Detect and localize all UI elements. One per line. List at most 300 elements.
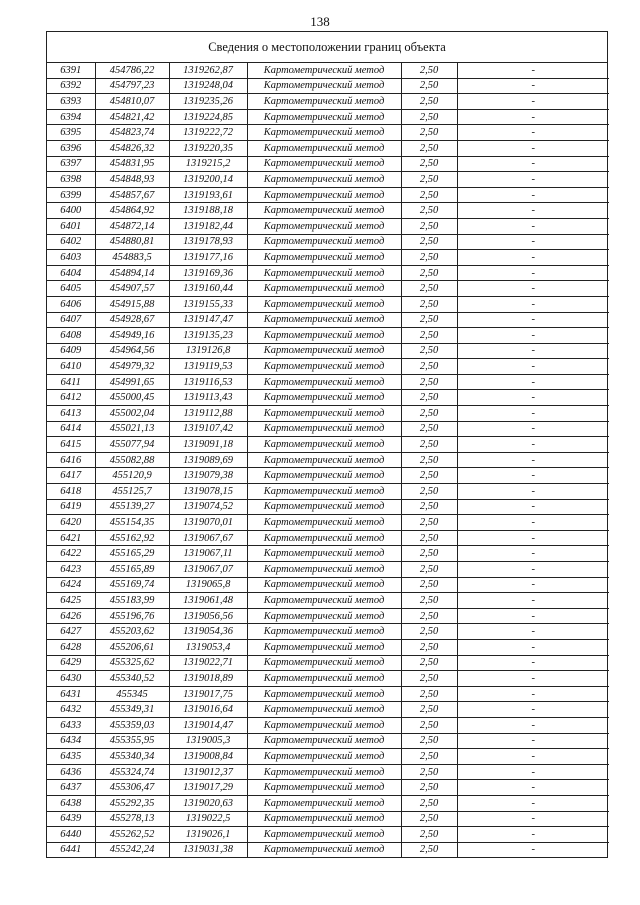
y-coordinate-cell: 1319065,8 — [169, 577, 247, 593]
table-row — [47, 702, 609, 718]
y-coordinate-cell: 1319112,88 — [169, 406, 247, 422]
method-cell: Картометрический метод — [247, 265, 401, 281]
table-row — [47, 281, 609, 297]
x-coordinate-cell: 455169,74 — [95, 577, 169, 593]
x-coordinate-cell: 454826,32 — [95, 140, 169, 156]
accuracy-cell: 2,50 — [401, 296, 457, 312]
accuracy-cell: 2,50 — [401, 562, 457, 578]
x-coordinate-cell: 454894,14 — [95, 265, 169, 281]
table-row — [47, 374, 609, 390]
table-row — [47, 811, 609, 827]
x-coordinate-cell: 454810,07 — [95, 94, 169, 110]
point-number-cell: 6393 — [47, 94, 95, 110]
y-coordinate-cell: 1319008,84 — [169, 749, 247, 765]
table-row — [47, 452, 609, 468]
point-number-cell: 6397 — [47, 156, 95, 172]
point-number-cell: 6423 — [47, 562, 95, 578]
table-row — [47, 764, 609, 780]
point-number-cell: 6437 — [47, 780, 95, 796]
x-coordinate-cell: 454964,56 — [95, 343, 169, 359]
method-cell: Картометрический метод — [247, 437, 401, 453]
description-cell: - — [457, 811, 609, 827]
x-coordinate-cell: 455340,52 — [95, 671, 169, 687]
x-coordinate-cell: 454864,92 — [95, 203, 169, 219]
table-row — [47, 63, 609, 78]
accuracy-cell: 2,50 — [401, 250, 457, 266]
point-number-cell: 6411 — [47, 374, 95, 390]
x-coordinate-cell: 454915,88 — [95, 296, 169, 312]
point-number-cell: 6413 — [47, 406, 95, 422]
accuracy-cell: 2,50 — [401, 328, 457, 344]
y-coordinate-cell: 1319067,11 — [169, 546, 247, 562]
point-number-cell: 6436 — [47, 764, 95, 780]
description-cell: - — [457, 655, 609, 671]
table-row — [47, 842, 609, 857]
x-coordinate-cell: 454949,16 — [95, 328, 169, 344]
description-cell: - — [457, 671, 609, 687]
x-coordinate-cell: 455206,61 — [95, 639, 169, 655]
point-number-cell: 6404 — [47, 265, 95, 281]
description-cell: - — [457, 468, 609, 484]
table-row — [47, 484, 609, 500]
table-row — [47, 686, 609, 702]
table-row — [47, 499, 609, 515]
method-cell: Картометрический метод — [247, 671, 401, 687]
method-cell: Картометрический метод — [247, 827, 401, 843]
accuracy-cell: 2,50 — [401, 109, 457, 125]
description-cell: - — [457, 795, 609, 811]
point-number-cell: 6421 — [47, 530, 95, 546]
table-row — [47, 733, 609, 749]
x-coordinate-cell: 455340,34 — [95, 749, 169, 765]
table-row — [47, 312, 609, 328]
y-coordinate-cell: 1319020,63 — [169, 795, 247, 811]
accuracy-cell: 2,50 — [401, 764, 457, 780]
point-number-cell: 6410 — [47, 359, 95, 375]
accuracy-cell: 2,50 — [401, 468, 457, 484]
accuracy-cell: 2,50 — [401, 343, 457, 359]
accuracy-cell: 2,50 — [401, 125, 457, 141]
description-cell: - — [457, 608, 609, 624]
table-row — [47, 94, 609, 110]
y-coordinate-cell: 1319026,1 — [169, 827, 247, 843]
x-coordinate-cell: 455196,76 — [95, 608, 169, 624]
point-number-cell: 6412 — [47, 390, 95, 406]
table-row — [47, 717, 609, 733]
y-coordinate-cell: 1319193,61 — [169, 187, 247, 203]
accuracy-cell: 2,50 — [401, 515, 457, 531]
accuracy-cell: 2,50 — [401, 265, 457, 281]
description-cell: - — [457, 109, 609, 125]
x-coordinate-cell: 455125,7 — [95, 484, 169, 500]
description-cell: - — [457, 421, 609, 437]
method-cell: Картометрический метод — [247, 156, 401, 172]
y-coordinate-cell: 1319014,47 — [169, 717, 247, 733]
y-coordinate-cell: 1319031,38 — [169, 842, 247, 857]
accuracy-cell: 2,50 — [401, 312, 457, 328]
point-number-cell: 6401 — [47, 218, 95, 234]
method-cell: Картометрический метод — [247, 795, 401, 811]
method-cell: Картометрический метод — [247, 421, 401, 437]
description-cell: - — [457, 437, 609, 453]
x-coordinate-cell: 454872,14 — [95, 218, 169, 234]
accuracy-cell: 2,50 — [401, 78, 457, 94]
description-cell: - — [457, 780, 609, 796]
table-row — [47, 639, 609, 655]
point-number-cell: 6392 — [47, 78, 95, 94]
point-number-cell: 6407 — [47, 312, 95, 328]
y-coordinate-cell: 1319018,89 — [169, 671, 247, 687]
table-row — [47, 172, 609, 188]
y-coordinate-cell: 1319222,72 — [169, 125, 247, 141]
table-row — [47, 125, 609, 141]
accuracy-cell: 2,50 — [401, 281, 457, 297]
point-number-cell: 6409 — [47, 343, 95, 359]
description-cell: - — [457, 406, 609, 422]
accuracy-cell: 2,50 — [401, 842, 457, 857]
description-cell: - — [457, 78, 609, 94]
x-coordinate-cell: 455359,03 — [95, 717, 169, 733]
table-row — [47, 437, 609, 453]
point-number-cell: 6429 — [47, 655, 95, 671]
method-cell: Картометрический метод — [247, 764, 401, 780]
y-coordinate-cell: 1319107,42 — [169, 421, 247, 437]
table-body — [47, 63, 609, 857]
method-cell: Картометрический метод — [247, 140, 401, 156]
table-row — [47, 468, 609, 484]
x-coordinate-cell: 455278,13 — [95, 811, 169, 827]
y-coordinate-cell: 1319074,52 — [169, 499, 247, 515]
x-coordinate-cell: 454831,95 — [95, 156, 169, 172]
y-coordinate-cell: 1319147,47 — [169, 312, 247, 328]
method-cell: Картометрический метод — [247, 109, 401, 125]
table-row — [47, 562, 609, 578]
description-cell: - — [457, 577, 609, 593]
x-coordinate-cell: 454991,65 — [95, 374, 169, 390]
accuracy-cell: 2,50 — [401, 499, 457, 515]
y-coordinate-cell: 1319056,56 — [169, 608, 247, 624]
table-row — [47, 577, 609, 593]
accuracy-cell: 2,50 — [401, 671, 457, 687]
accuracy-cell: 2,50 — [401, 577, 457, 593]
table-title: Сведения о местоположении границ объекта — [47, 32, 607, 63]
x-coordinate-cell: 454928,67 — [95, 312, 169, 328]
description-cell: - — [457, 546, 609, 562]
method-cell: Картометрический метод — [247, 484, 401, 500]
method-cell: Картометрический метод — [247, 234, 401, 250]
method-cell: Картометрический метод — [247, 593, 401, 609]
table-row — [47, 234, 609, 250]
y-coordinate-cell: 1319126,8 — [169, 343, 247, 359]
description-cell: - — [457, 702, 609, 718]
y-coordinate-cell: 1319169,36 — [169, 265, 247, 281]
y-coordinate-cell: 1319200,14 — [169, 172, 247, 188]
x-coordinate-cell: 455183,99 — [95, 593, 169, 609]
x-coordinate-cell: 455154,35 — [95, 515, 169, 531]
method-cell: Картометрический метод — [247, 187, 401, 203]
x-coordinate-cell: 455306,47 — [95, 780, 169, 796]
description-cell: - — [457, 218, 609, 234]
method-cell: Картометрический метод — [247, 125, 401, 141]
description-cell: - — [457, 234, 609, 250]
point-number-cell: 6424 — [47, 577, 95, 593]
x-coordinate-cell: 455242,24 — [95, 842, 169, 857]
accuracy-cell: 2,50 — [401, 686, 457, 702]
y-coordinate-cell: 1319067,67 — [169, 530, 247, 546]
description-cell: - — [457, 265, 609, 281]
description-cell: - — [457, 717, 609, 733]
point-number-cell: 6427 — [47, 624, 95, 640]
table-row — [47, 328, 609, 344]
x-coordinate-cell: 454979,32 — [95, 359, 169, 375]
accuracy-cell: 2,50 — [401, 655, 457, 671]
method-cell: Картометрический метод — [247, 608, 401, 624]
table-row — [47, 749, 609, 765]
method-cell: Картометрический метод — [247, 624, 401, 640]
table-row — [47, 296, 609, 312]
y-coordinate-cell: 1319155,33 — [169, 296, 247, 312]
boundary-table-sheet — [46, 31, 608, 858]
point-number-cell: 6396 — [47, 140, 95, 156]
method-cell: Картометрический метод — [247, 390, 401, 406]
x-coordinate-cell: 455002,04 — [95, 406, 169, 422]
x-coordinate-cell: 454823,74 — [95, 125, 169, 141]
point-number-cell: 6441 — [47, 842, 95, 857]
accuracy-cell: 2,50 — [401, 359, 457, 375]
accuracy-cell: 2,50 — [401, 156, 457, 172]
x-coordinate-cell: 454883,5 — [95, 250, 169, 266]
description-cell: - — [457, 562, 609, 578]
description-cell: - — [457, 94, 609, 110]
description-cell: - — [457, 328, 609, 344]
point-number-cell: 6417 — [47, 468, 95, 484]
description-cell: - — [457, 764, 609, 780]
accuracy-cell: 2,50 — [401, 717, 457, 733]
table-row — [47, 515, 609, 531]
table-row — [47, 359, 609, 375]
method-cell: Картометрический метод — [247, 530, 401, 546]
method-cell: Картометрический метод — [247, 250, 401, 266]
x-coordinate-cell: 455077,94 — [95, 437, 169, 453]
point-number-cell: 6419 — [47, 499, 95, 515]
table-row — [47, 608, 609, 624]
accuracy-cell: 2,50 — [401, 94, 457, 110]
accuracy-cell: 2,50 — [401, 187, 457, 203]
point-number-cell: 6398 — [47, 172, 95, 188]
method-cell: Картометрический метод — [247, 749, 401, 765]
y-coordinate-cell: 1319054,36 — [169, 624, 247, 640]
method-cell: Картометрический метод — [247, 94, 401, 110]
description-cell: - — [457, 63, 609, 78]
point-number-cell: 6432 — [47, 702, 95, 718]
accuracy-cell: 2,50 — [401, 421, 457, 437]
accuracy-cell: 2,50 — [401, 749, 457, 765]
table-row — [47, 265, 609, 281]
point-number-cell: 6426 — [47, 608, 95, 624]
description-cell: - — [457, 749, 609, 765]
table-row — [47, 109, 609, 125]
table-row — [47, 780, 609, 796]
point-number-cell: 6425 — [47, 593, 95, 609]
table-row — [47, 655, 609, 671]
description-cell: - — [457, 499, 609, 515]
x-coordinate-cell: 455165,89 — [95, 562, 169, 578]
y-coordinate-cell: 1319220,35 — [169, 140, 247, 156]
description-cell: - — [457, 686, 609, 702]
x-coordinate-cell: 454907,57 — [95, 281, 169, 297]
y-coordinate-cell: 1319017,75 — [169, 686, 247, 702]
accuracy-cell: 2,50 — [401, 203, 457, 219]
point-number-cell: 6400 — [47, 203, 95, 219]
table-row — [47, 203, 609, 219]
y-coordinate-cell: 1319017,29 — [169, 780, 247, 796]
point-number-cell: 6438 — [47, 795, 95, 811]
y-coordinate-cell: 1319235,26 — [169, 94, 247, 110]
y-coordinate-cell: 1319119,53 — [169, 359, 247, 375]
point-number-cell: 6403 — [47, 250, 95, 266]
description-cell: - — [457, 312, 609, 328]
method-cell: Картометрический метод — [247, 811, 401, 827]
accuracy-cell: 2,50 — [401, 827, 457, 843]
accuracy-cell: 2,50 — [401, 639, 457, 655]
y-coordinate-cell: 1319091,18 — [169, 437, 247, 453]
y-coordinate-cell: 1319053,4 — [169, 639, 247, 655]
accuracy-cell: 2,50 — [401, 780, 457, 796]
point-number-cell: 6405 — [47, 281, 95, 297]
method-cell: Картометрический метод — [247, 312, 401, 328]
x-coordinate-cell: 455203,62 — [95, 624, 169, 640]
method-cell: Картометрический метод — [247, 546, 401, 562]
y-coordinate-cell: 1319078,15 — [169, 484, 247, 500]
description-cell: - — [457, 515, 609, 531]
method-cell: Картометрический метод — [247, 780, 401, 796]
method-cell: Картометрический метод — [247, 203, 401, 219]
method-cell: Картометрический метод — [247, 406, 401, 422]
x-coordinate-cell: 454821,42 — [95, 109, 169, 125]
description-cell: - — [457, 593, 609, 609]
y-coordinate-cell: 1319116,53 — [169, 374, 247, 390]
accuracy-cell: 2,50 — [401, 530, 457, 546]
description-cell: - — [457, 203, 609, 219]
y-coordinate-cell: 1319248,04 — [169, 78, 247, 94]
point-number-cell: 6430 — [47, 671, 95, 687]
method-cell: Картометрический метод — [247, 359, 401, 375]
table-row — [47, 624, 609, 640]
accuracy-cell: 2,50 — [401, 437, 457, 453]
accuracy-cell: 2,50 — [401, 608, 457, 624]
x-coordinate-cell: 455165,29 — [95, 546, 169, 562]
boundary-points-table — [47, 63, 609, 857]
accuracy-cell: 2,50 — [401, 624, 457, 640]
x-coordinate-cell: 455120,9 — [95, 468, 169, 484]
y-coordinate-cell: 1319089,69 — [169, 452, 247, 468]
point-number-cell: 6408 — [47, 328, 95, 344]
y-coordinate-cell: 1319188,18 — [169, 203, 247, 219]
description-cell: - — [457, 250, 609, 266]
accuracy-cell: 2,50 — [401, 811, 457, 827]
table-row — [47, 218, 609, 234]
point-number-cell: 6399 — [47, 187, 95, 203]
method-cell: Картометрический метод — [247, 296, 401, 312]
y-coordinate-cell: 1319160,44 — [169, 281, 247, 297]
accuracy-cell: 2,50 — [401, 733, 457, 749]
point-number-cell: 6416 — [47, 452, 95, 468]
y-coordinate-cell: 1319224,85 — [169, 109, 247, 125]
description-cell: - — [457, 343, 609, 359]
x-coordinate-cell: 455162,92 — [95, 530, 169, 546]
method-cell: Картометрический метод — [247, 328, 401, 344]
point-number-cell: 6406 — [47, 296, 95, 312]
y-coordinate-cell: 1319022,5 — [169, 811, 247, 827]
description-cell: - — [457, 156, 609, 172]
x-coordinate-cell: 455082,88 — [95, 452, 169, 468]
y-coordinate-cell: 1319215,2 — [169, 156, 247, 172]
table-row — [47, 187, 609, 203]
x-coordinate-cell: 455000,45 — [95, 390, 169, 406]
y-coordinate-cell: 1319182,44 — [169, 218, 247, 234]
description-cell: - — [457, 484, 609, 500]
method-cell: Картометрический метод — [247, 468, 401, 484]
description-cell: - — [457, 639, 609, 655]
method-cell: Картометрический метод — [247, 218, 401, 234]
description-cell: - — [457, 452, 609, 468]
accuracy-cell: 2,50 — [401, 63, 457, 78]
point-number-cell: 6439 — [47, 811, 95, 827]
description-cell: - — [457, 390, 609, 406]
accuracy-cell: 2,50 — [401, 218, 457, 234]
point-number-cell: 6433 — [47, 717, 95, 733]
method-cell: Картометрический метод — [247, 515, 401, 531]
y-coordinate-cell: 1319177,16 — [169, 250, 247, 266]
description-cell: - — [457, 187, 609, 203]
point-number-cell: 6395 — [47, 125, 95, 141]
description-cell: - — [457, 842, 609, 857]
point-number-cell: 6422 — [47, 546, 95, 562]
table-row — [47, 795, 609, 811]
method-cell: Картометрический метод — [247, 717, 401, 733]
x-coordinate-cell: 454848,93 — [95, 172, 169, 188]
table-row — [47, 671, 609, 687]
point-number-cell: 6434 — [47, 733, 95, 749]
method-cell: Картометрический метод — [247, 374, 401, 390]
y-coordinate-cell: 1319262,87 — [169, 63, 247, 78]
method-cell: Картометрический метод — [247, 343, 401, 359]
description-cell: - — [457, 296, 609, 312]
description-cell: - — [457, 530, 609, 546]
point-number-cell: 6414 — [47, 421, 95, 437]
x-coordinate-cell: 455324,74 — [95, 764, 169, 780]
method-cell: Картометрический метод — [247, 281, 401, 297]
y-coordinate-cell: 1319135,23 — [169, 328, 247, 344]
description-cell: - — [457, 827, 609, 843]
accuracy-cell: 2,50 — [401, 140, 457, 156]
y-coordinate-cell: 1319113,43 — [169, 390, 247, 406]
x-coordinate-cell: 454786,22 — [95, 63, 169, 78]
description-cell: - — [457, 624, 609, 640]
accuracy-cell: 2,50 — [401, 702, 457, 718]
description-cell: - — [457, 125, 609, 141]
method-cell: Картометрический метод — [247, 655, 401, 671]
x-coordinate-cell: 454880,81 — [95, 234, 169, 250]
table-row — [47, 421, 609, 437]
x-coordinate-cell: 454857,67 — [95, 187, 169, 203]
table-row — [47, 390, 609, 406]
table-row — [47, 546, 609, 562]
point-number-cell: 6428 — [47, 639, 95, 655]
method-cell: Картометрический метод — [247, 686, 401, 702]
description-cell: - — [457, 140, 609, 156]
table-row — [47, 530, 609, 546]
